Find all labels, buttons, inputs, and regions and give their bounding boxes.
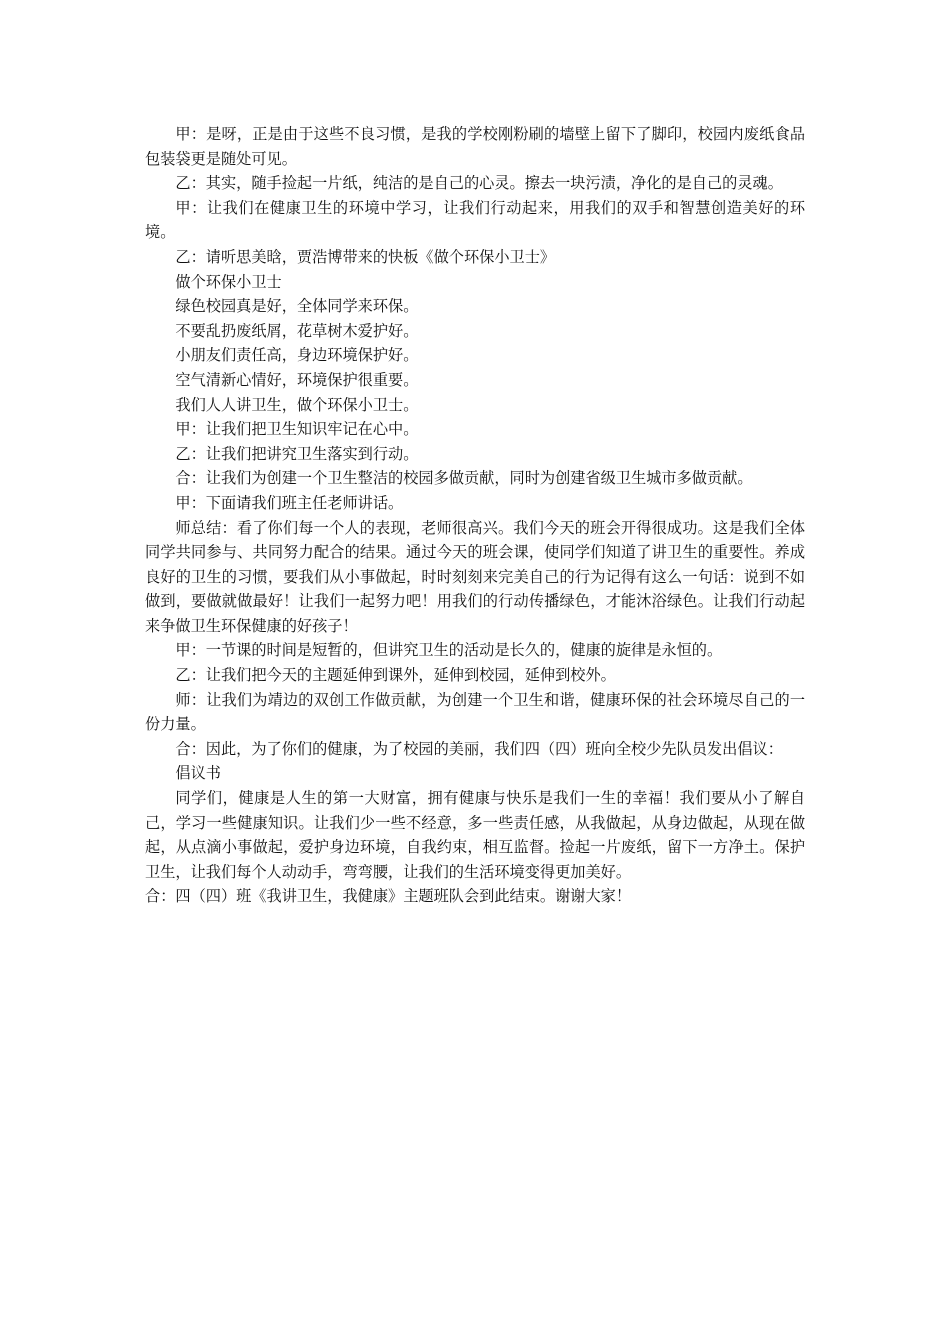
paragraph: 甲：下面请我们班主任老师讲话。 — [175, 493, 404, 512]
paragraph: 师总结：看了你们每一个人的表现，老师很高兴。我们今天的班会开得很成功。这是我们全体同学共同参与、共同努力配合的结果。通过今天的班会课，使同学们知道了讲卫生的重要性。养成良好的卫生的习惯，要我们从小事做起，时时刻刻来完美自己的行为记得有这么一句话：说到不如做到，要做就做最好！让我们一起努力吧！用我们的行动传播绿色，才能沐浴绿色。让我们行动起来争做卫生环保健康的好孩子！ — [145, 518, 805, 635]
paragraph: 合：因此，为了你们的健康，为了校园的美丽，我们四（四）班向全校少先队员发出倡议： — [175, 739, 783, 758]
poem-title: 做个环保小卫士 — [175, 272, 282, 291]
poem-line: 绿色校园真是好，全体同学来环保。 — [175, 297, 419, 316]
paragraph: 乙：其实，随手捡起一片纸，纯洁的是自己的心灵。擦去一块污渍，净化的是自己的灵魂。 — [175, 174, 783, 193]
poem-line: 我们人人讲卫生，做个环保小卫士。 — [175, 395, 419, 414]
paragraph: 师：让我们为靖边的双创工作做贡献，为创建一个卫生和谐，健康环保的社会环境尽自己的一份力量。 — [145, 690, 805, 734]
paragraph: 甲：让我们在健康卫生的环境中学习，让我们行动起来，用我们的双手和智慧创造美好的环境。 — [145, 198, 805, 242]
paragraph: 甲：一节课的时间是短暂的，但讲究卫生的活动是长久的，健康的旋律是永恒的。 — [175, 641, 723, 660]
paragraph: 甲：让我们把卫生知识牢记在心中。 — [175, 420, 419, 439]
document-page — [145, 122, 805, 909]
proposal-title: 倡议书 — [175, 764, 221, 783]
paragraph: 同学们，健康是人生的第一大财富，拥有健康与快乐是我们一生的幸福！我们要从小了解自己，学习一些健康知识。让我们少一些不经意，多一些责任感，从我做起，从身边做起，从现在做起，从点滴小事做起，爱护身边环境，自我约束，相互监督。捡起一片废纸，留下一方净土。保护卫生，让我们每个人动动手，弯弯腰，让我们的生活环境变得更加美好。 — [145, 789, 805, 881]
paragraph: 乙：请听思美晗，贾浩博带来的快板《做个环保小卫士》 — [175, 247, 556, 266]
paragraph: 合：让我们为创建一个卫生整洁的校园多做贡献，同时为创建省级卫生城市多做贡献。 — [175, 469, 753, 488]
closing-line: 合：四（四）班《我讲卫生，我健康》主题班队会到此结束。谢谢大家！ — [145, 887, 631, 906]
poem-line: 空气清新心情好，环境保护很重要。 — [175, 370, 419, 389]
poem-line: 小朋友们责任高，身边环境保护好。 — [175, 346, 419, 365]
poem-line: 不要乱扔废纸屑，花草树木爱护好。 — [175, 321, 419, 340]
paragraph: 甲：是呀，正是由于这些不良习惯，是我的学校刚粉刷的墙壁上留下了脚印，校园内废纸食品包装袋更是随处可见。 — [145, 125, 805, 168]
paragraph: 乙：让我们把今天的主题延伸到课外，延伸到校园，延伸到校外。 — [175, 666, 616, 685]
paragraph: 乙：让我们把讲究卫生落实到行动。 — [175, 444, 419, 463]
